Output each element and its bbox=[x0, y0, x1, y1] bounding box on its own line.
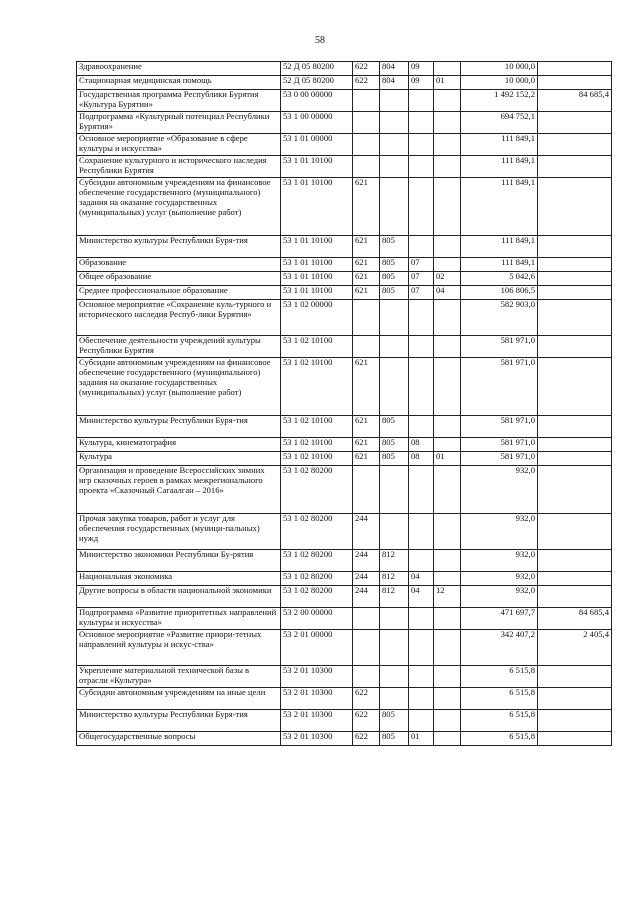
cell-amount: 581 971,0 bbox=[461, 358, 538, 416]
cell-amount: 932,0 bbox=[461, 550, 538, 572]
cell-code: 53 1 01 10100 bbox=[281, 258, 353, 272]
cell-expense-type: 244 bbox=[353, 550, 380, 572]
cell-amount-federal bbox=[538, 586, 612, 608]
cell-subsection bbox=[434, 688, 461, 710]
table-row bbox=[77, 710, 612, 732]
cell-subsection bbox=[434, 550, 461, 572]
cell-amount-federal bbox=[538, 416, 612, 438]
cell-amount: 6 515,8 bbox=[461, 666, 538, 688]
cell-section: 09 bbox=[409, 62, 434, 76]
table-row bbox=[77, 438, 612, 452]
cell-ministry-code bbox=[380, 514, 409, 550]
table-row bbox=[77, 272, 612, 286]
cell-section: 09 bbox=[409, 76, 434, 90]
cell-amount: 1 492 152,2 bbox=[461, 90, 538, 112]
cell-subsection bbox=[434, 134, 461, 156]
cell-ministry-code: 812 bbox=[380, 572, 409, 586]
cell-expense-type bbox=[353, 466, 380, 514]
table-row bbox=[77, 236, 612, 258]
cell-amount-federal bbox=[538, 62, 612, 76]
cell-amount: 342 407,2 bbox=[461, 630, 538, 666]
cell-expense-type bbox=[353, 336, 380, 358]
cell-section bbox=[409, 630, 434, 666]
cell-name: Субсидии автономным учреждениям на финансовое обеспечение государственного (муниципального) задания на оказание государственных (муниципальных) услуг (выполнение работ) bbox=[77, 358, 281, 416]
cell-amount-federal bbox=[538, 300, 612, 336]
cell-code: 53 1 01 10100 bbox=[281, 286, 353, 300]
budget-table bbox=[76, 61, 612, 746]
cell-name: Национальная экономика bbox=[77, 572, 281, 586]
cell-amount-federal: 2 405,4 bbox=[538, 630, 612, 666]
table-row bbox=[77, 514, 612, 550]
cell-ministry-code: 805 bbox=[380, 272, 409, 286]
table-row bbox=[77, 90, 612, 112]
cell-code: 53 1 01 10100 bbox=[281, 178, 353, 236]
cell-code: 53 1 02 10100 bbox=[281, 452, 353, 466]
cell-code: 52 Д 05 80200 bbox=[281, 76, 353, 90]
cell-expense-type bbox=[353, 608, 380, 630]
cell-code: 53 1 02 80200 bbox=[281, 586, 353, 608]
cell-section: 08 bbox=[409, 452, 434, 466]
cell-amount: 111 849,1 bbox=[461, 156, 538, 178]
cell-name: Государственная программа Республики Бурятия «Культура Бурятии» bbox=[77, 90, 281, 112]
cell-amount: 581 971,0 bbox=[461, 452, 538, 466]
cell-subsection bbox=[434, 608, 461, 630]
cell-name: Общегосударственные вопросы bbox=[77, 732, 281, 746]
cell-name: Культура, кинематография bbox=[77, 438, 281, 452]
cell-amount-federal bbox=[538, 156, 612, 178]
cell-section bbox=[409, 710, 434, 732]
table-row bbox=[77, 732, 612, 746]
cell-code: 53 2 01 10300 bbox=[281, 732, 353, 746]
cell-ministry-code: 805 bbox=[380, 416, 409, 438]
cell-expense-type bbox=[353, 90, 380, 112]
cell-amount: 582 903,0 bbox=[461, 300, 538, 336]
table-row bbox=[77, 286, 612, 300]
cell-expense-type: 622 bbox=[353, 688, 380, 710]
cell-name: Подпрограмма «Культурный потенциал Республики Бурятия» bbox=[77, 112, 281, 134]
cell-amount: 5 042,6 bbox=[461, 272, 538, 286]
cell-expense-type bbox=[353, 156, 380, 178]
cell-amount: 111 849,1 bbox=[461, 258, 538, 272]
cell-expense-type: 621 bbox=[353, 258, 380, 272]
cell-code: 53 1 02 10100 bbox=[281, 358, 353, 416]
cell-ministry-code bbox=[380, 90, 409, 112]
cell-section bbox=[409, 336, 434, 358]
cell-amount-federal bbox=[538, 112, 612, 134]
cell-subsection bbox=[434, 112, 461, 134]
cell-name: Культура bbox=[77, 452, 281, 466]
cell-name: Министерство культуры Республики Буря-тия bbox=[77, 236, 281, 258]
table-row bbox=[77, 452, 612, 466]
cell-ministry-code bbox=[380, 178, 409, 236]
cell-subsection bbox=[434, 336, 461, 358]
cell-subsection bbox=[434, 572, 461, 586]
cell-subsection bbox=[434, 90, 461, 112]
cell-section: 01 bbox=[409, 732, 434, 746]
cell-name: Субсидии автономным учреждениям на иные цели bbox=[77, 688, 281, 710]
cell-ministry-code bbox=[380, 466, 409, 514]
cell-ministry-code bbox=[380, 358, 409, 416]
cell-expense-type: 621 bbox=[353, 178, 380, 236]
cell-code: 53 0 00 00000 bbox=[281, 90, 353, 112]
cell-section: 07 bbox=[409, 286, 434, 300]
cell-amount: 932,0 bbox=[461, 466, 538, 514]
cell-subsection bbox=[434, 62, 461, 76]
cell-amount-federal bbox=[538, 272, 612, 286]
cell-subsection bbox=[434, 732, 461, 746]
table-row bbox=[77, 178, 612, 236]
cell-amount: 6 515,8 bbox=[461, 710, 538, 732]
table-row bbox=[77, 416, 612, 438]
cell-amount-federal bbox=[538, 666, 612, 688]
cell-amount-federal bbox=[538, 572, 612, 586]
cell-subsection: 12 bbox=[434, 586, 461, 608]
cell-code: 53 1 02 10100 bbox=[281, 416, 353, 438]
cell-amount-federal bbox=[538, 438, 612, 452]
cell-ministry-code bbox=[380, 134, 409, 156]
cell-expense-type bbox=[353, 134, 380, 156]
cell-amount: 932,0 bbox=[461, 586, 538, 608]
cell-subsection: 04 bbox=[434, 286, 461, 300]
cell-amount: 111 849,1 bbox=[461, 236, 538, 258]
table-row bbox=[77, 466, 612, 514]
cell-section bbox=[409, 514, 434, 550]
cell-name: Образование bbox=[77, 258, 281, 272]
cell-section bbox=[409, 608, 434, 630]
cell-name: Министерство культуры Республики Буря-тия bbox=[77, 416, 281, 438]
cell-section bbox=[409, 178, 434, 236]
cell-amount: 581 971,0 bbox=[461, 438, 538, 452]
table-body bbox=[77, 62, 612, 746]
cell-subsection bbox=[434, 710, 461, 732]
cell-expense-type: 622 bbox=[353, 710, 380, 732]
cell-expense-type: 621 bbox=[353, 358, 380, 416]
cell-code: 52 Д 05 80200 bbox=[281, 62, 353, 76]
table-row bbox=[77, 572, 612, 586]
cell-name: Укрепление материальной технической базы в отрасли «Культура» bbox=[77, 666, 281, 688]
table-row bbox=[77, 258, 612, 272]
cell-amount-federal bbox=[538, 452, 612, 466]
cell-amount-federal bbox=[538, 550, 612, 572]
cell-amount-federal bbox=[538, 178, 612, 236]
cell-ministry-code: 804 bbox=[380, 62, 409, 76]
cell-amount-federal bbox=[538, 286, 612, 300]
cell-code: 53 1 02 10100 bbox=[281, 438, 353, 452]
cell-amount: 471 697,7 bbox=[461, 608, 538, 630]
cell-section bbox=[409, 466, 434, 514]
cell-expense-type bbox=[353, 112, 380, 134]
table-row bbox=[77, 550, 612, 572]
cell-amount-federal bbox=[538, 258, 612, 272]
table-row bbox=[77, 688, 612, 710]
cell-section: 07 bbox=[409, 272, 434, 286]
cell-subsection bbox=[434, 156, 461, 178]
table-row bbox=[77, 112, 612, 134]
cell-section bbox=[409, 90, 434, 112]
cell-subsection bbox=[434, 358, 461, 416]
cell-code: 53 1 01 00000 bbox=[281, 134, 353, 156]
cell-code: 53 1 02 00000 bbox=[281, 300, 353, 336]
cell-expense-type: 244 bbox=[353, 572, 380, 586]
cell-name: Сохранение культурного и исторического наследия Республики Бурятия bbox=[77, 156, 281, 178]
cell-ministry-code bbox=[380, 688, 409, 710]
cell-code: 53 1 00 00000 bbox=[281, 112, 353, 134]
cell-ministry-code bbox=[380, 156, 409, 178]
cell-amount-federal bbox=[538, 236, 612, 258]
cell-amount: 10 000,0 bbox=[461, 76, 538, 90]
cell-amount-federal bbox=[538, 358, 612, 416]
cell-name: Стационарная медицинская помощь bbox=[77, 76, 281, 90]
cell-expense-type: 621 bbox=[353, 272, 380, 286]
cell-expense-type: 244 bbox=[353, 586, 380, 608]
cell-amount: 10 000,0 bbox=[461, 62, 538, 76]
cell-ministry-code bbox=[380, 630, 409, 666]
cell-ministry-code: 805 bbox=[380, 438, 409, 452]
cell-amount: 581 971,0 bbox=[461, 336, 538, 358]
cell-ministry-code: 805 bbox=[380, 732, 409, 746]
cell-code: 53 1 02 80200 bbox=[281, 466, 353, 514]
cell-expense-type: 621 bbox=[353, 438, 380, 452]
cell-section: 04 bbox=[409, 572, 434, 586]
cell-subsection bbox=[434, 514, 461, 550]
cell-code: 53 2 01 10300 bbox=[281, 666, 353, 688]
cell-name: Основное мероприятие «Образование в сфере культуры и искусства» bbox=[77, 134, 281, 156]
table-row bbox=[77, 134, 612, 156]
cell-expense-type: 621 bbox=[353, 236, 380, 258]
cell-section bbox=[409, 112, 434, 134]
cell-code: 53 2 01 10300 bbox=[281, 710, 353, 732]
cell-name: Министерство культуры Республики Буря-тия bbox=[77, 710, 281, 732]
cell-code: 53 2 01 00000 bbox=[281, 630, 353, 666]
table-row bbox=[77, 62, 612, 76]
cell-name: Подпрограмма «Развитие приоритетных направлений культуры и искусства» bbox=[77, 608, 281, 630]
cell-name: Прочая закупка товаров, работ и услуг для обеспечения государственных (муници-пальных) нужд bbox=[77, 514, 281, 550]
cell-subsection: 01 bbox=[434, 452, 461, 466]
cell-code: 53 1 01 10100 bbox=[281, 156, 353, 178]
cell-ministry-code bbox=[380, 608, 409, 630]
cell-code: 53 1 02 80200 bbox=[281, 550, 353, 572]
cell-section bbox=[409, 156, 434, 178]
cell-amount-federal bbox=[538, 134, 612, 156]
cell-amount-federal bbox=[538, 732, 612, 746]
cell-section bbox=[409, 688, 434, 710]
cell-name: Основное мероприятие «Сохранение куль-турного и исторического наследия Респуб-лики Бурятия» bbox=[77, 300, 281, 336]
cell-amount: 932,0 bbox=[461, 572, 538, 586]
cell-name: Организация и проведение Всероссийских зимних игр сказочных героев в рамках межрегионального проекта «Сказочный Сагаалган – 2016» bbox=[77, 466, 281, 514]
cell-code: 53 2 00 00000 bbox=[281, 608, 353, 630]
cell-name: Здравоохранение bbox=[77, 62, 281, 76]
cell-section: 08 bbox=[409, 438, 434, 452]
table-row bbox=[77, 586, 612, 608]
cell-name: Другие вопросы в области национальной экономики bbox=[77, 586, 281, 608]
cell-amount: 6 515,8 bbox=[461, 732, 538, 746]
cell-amount-federal: 84 685,4 bbox=[538, 90, 612, 112]
cell-subsection bbox=[434, 666, 461, 688]
cell-subsection: 02 bbox=[434, 272, 461, 286]
cell-expense-type: 621 bbox=[353, 452, 380, 466]
cell-ministry-code: 812 bbox=[380, 586, 409, 608]
cell-subsection bbox=[434, 466, 461, 514]
cell-ministry-code bbox=[380, 666, 409, 688]
table-row bbox=[77, 630, 612, 666]
cell-name: Субсидии автономным учреждениям на финансовое обеспечение государственного (муниципального) задания на оказание государственных (муниципальных) услуг (выполнение работ) bbox=[77, 178, 281, 236]
cell-expense-type: 622 bbox=[353, 76, 380, 90]
cell-section bbox=[409, 550, 434, 572]
cell-ministry-code bbox=[380, 336, 409, 358]
cell-expense-type: 621 bbox=[353, 416, 380, 438]
cell-ministry-code: 812 bbox=[380, 550, 409, 572]
cell-amount-federal bbox=[538, 76, 612, 90]
cell-expense-type: 622 bbox=[353, 732, 380, 746]
cell-section bbox=[409, 236, 434, 258]
cell-section bbox=[409, 300, 434, 336]
cell-code: 53 1 01 10100 bbox=[281, 236, 353, 258]
cell-ministry-code bbox=[380, 112, 409, 134]
cell-subsection bbox=[434, 438, 461, 452]
cell-amount: 932,0 bbox=[461, 514, 538, 550]
cell-amount: 111 849,1 bbox=[461, 134, 538, 156]
table-row bbox=[77, 608, 612, 630]
table-row bbox=[77, 76, 612, 90]
cell-section bbox=[409, 134, 434, 156]
cell-amount: 581 971,0 bbox=[461, 416, 538, 438]
table-row bbox=[77, 300, 612, 336]
cell-expense-type: 622 bbox=[353, 62, 380, 76]
table-row bbox=[77, 336, 612, 358]
table-row bbox=[77, 156, 612, 178]
cell-amount: 111 849,1 bbox=[461, 178, 538, 236]
cell-amount-federal bbox=[538, 466, 612, 514]
cell-amount: 694 752,1 bbox=[461, 112, 538, 134]
cell-expense-type: 244 bbox=[353, 514, 380, 550]
cell-ministry-code bbox=[380, 300, 409, 336]
cell-amount: 6 515,8 bbox=[461, 688, 538, 710]
cell-subsection bbox=[434, 416, 461, 438]
cell-amount: 106 806,5 bbox=[461, 286, 538, 300]
cell-expense-type: 621 bbox=[353, 286, 380, 300]
cell-ministry-code: 805 bbox=[380, 258, 409, 272]
cell-section bbox=[409, 666, 434, 688]
cell-section bbox=[409, 358, 434, 416]
cell-code: 53 1 02 80200 bbox=[281, 572, 353, 586]
cell-name: Общее образование bbox=[77, 272, 281, 286]
cell-ministry-code: 804 bbox=[380, 76, 409, 90]
cell-ministry-code: 805 bbox=[380, 236, 409, 258]
table-row bbox=[77, 666, 612, 688]
cell-code: 53 1 01 10100 bbox=[281, 272, 353, 286]
cell-amount-federal bbox=[538, 688, 612, 710]
cell-subsection bbox=[434, 178, 461, 236]
cell-code: 53 1 02 10100 bbox=[281, 336, 353, 358]
page-number: 58 bbox=[315, 35, 325, 46]
cell-subsection bbox=[434, 300, 461, 336]
cell-name: Обеспечение деятельности учреждений культуры Республики Бурятия bbox=[77, 336, 281, 358]
cell-name: Основное мероприятие «Развитие приори-тетных направлений культуры и искус-ства» bbox=[77, 630, 281, 666]
cell-code: 53 2 01 10300 bbox=[281, 688, 353, 710]
cell-section: 04 bbox=[409, 586, 434, 608]
cell-expense-type bbox=[353, 300, 380, 336]
cell-ministry-code: 805 bbox=[380, 286, 409, 300]
cell-amount-federal: 84 685,4 bbox=[538, 608, 612, 630]
cell-amount-federal bbox=[538, 336, 612, 358]
cell-expense-type bbox=[353, 666, 380, 688]
cell-subsection: 01 bbox=[434, 76, 461, 90]
cell-section bbox=[409, 416, 434, 438]
cell-expense-type bbox=[353, 630, 380, 666]
cell-section: 07 bbox=[409, 258, 434, 272]
cell-subsection bbox=[434, 258, 461, 272]
cell-ministry-code: 805 bbox=[380, 452, 409, 466]
cell-name: Среднее профессиональное образование bbox=[77, 286, 281, 300]
cell-amount-federal bbox=[538, 514, 612, 550]
cell-amount-federal bbox=[538, 710, 612, 732]
cell-subsection bbox=[434, 630, 461, 666]
cell-ministry-code: 805 bbox=[380, 710, 409, 732]
cell-subsection bbox=[434, 236, 461, 258]
table-row bbox=[77, 358, 612, 416]
cell-name: Министерство экономики Республики Бу-рятия bbox=[77, 550, 281, 572]
cell-code: 53 1 02 80200 bbox=[281, 514, 353, 550]
